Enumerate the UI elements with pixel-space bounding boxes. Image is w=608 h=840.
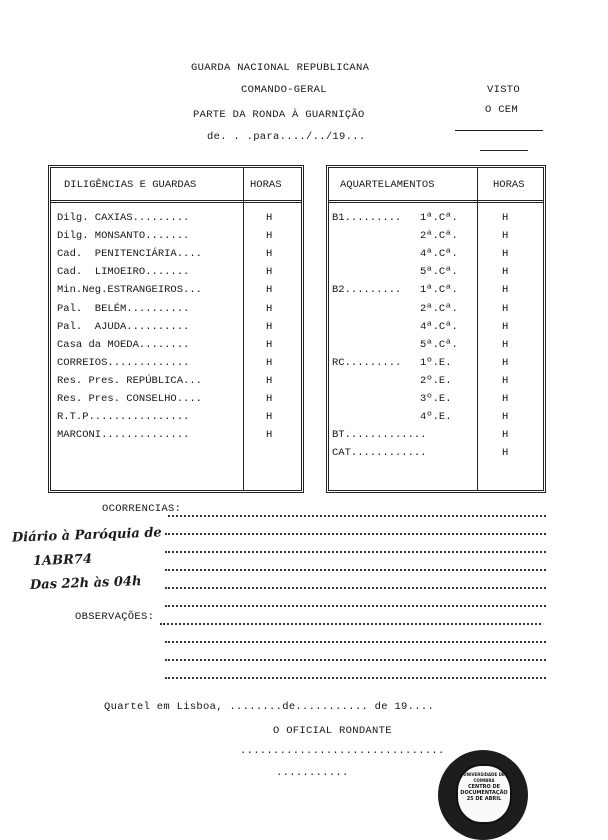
left-row-hora: H — [266, 284, 273, 297]
header-date-line: de. . .para..../../19... — [207, 131, 366, 143]
handwritten-line-1: Diário à Paróquia de — [11, 525, 162, 546]
signature-line-2: ........... — [276, 767, 349, 779]
right-row-sub: 1ª.Cª. — [420, 284, 458, 297]
stamp-line-1: CENTRO DE — [467, 784, 501, 790]
right-row-sub: 1ª.Cª. — [420, 212, 458, 224]
left-row-hora: H — [266, 374, 273, 387]
left-row-hora: H — [266, 320, 273, 333]
left-row-hora: H — [266, 248, 273, 261]
left-row-name: Dilg. CAXIAS......... — [57, 212, 190, 224]
left-col-header-horas: HORAS — [250, 179, 282, 191]
remarks-dotted-line — [165, 677, 546, 679]
remarks-dotted-line — [168, 515, 546, 517]
right-row-sub: 4ª.Cª. — [420, 248, 458, 261]
right-col-header-horas: HORAS — [493, 179, 525, 191]
right-col-header-aquartelamentos: AQUARTELAMENTOS — [340, 179, 435, 191]
left-row-name: Pal. BELÉM.......... — [57, 302, 190, 315]
left-row-hora: H — [266, 266, 273, 279]
left-row-name: Casa da MOEDA........ — [57, 338, 190, 351]
left-row-name: Res. Pres. CONSELHO.... — [57, 393, 202, 405]
remarks-dotted-line — [165, 587, 546, 589]
right-row-hora: H — [502, 320, 509, 333]
header-form-title: PARTE DA RONDA À GUARNIÇÃO — [193, 109, 365, 121]
remarks-dotted-line — [165, 641, 546, 643]
left-row-hora: H — [266, 429, 273, 442]
right-row-hora: H — [502, 230, 509, 243]
left-row-hora: H — [266, 212, 273, 224]
right-row-hora: H — [502, 411, 509, 424]
right-row-hora: H — [502, 356, 509, 369]
left-row-name: CORREIOS............. — [57, 356, 190, 369]
right-row-hora: H — [502, 284, 509, 297]
right-row-sub: 4ª.Cª. — [420, 320, 458, 333]
left-row-hora: H — [266, 302, 273, 315]
left-row-name: Dilg. MONSANTO....... — [57, 230, 190, 243]
right-row-hora: H — [502, 393, 509, 405]
left-row-name: Pal. AJUDA.......... — [57, 320, 190, 333]
right-table-divider — [477, 168, 478, 490]
left-col-header-diligencias: DILIGÊNCIAS E GUARDAS — [64, 179, 197, 191]
right-row-hora: H — [502, 429, 509, 442]
left-row-hora: H — [266, 411, 273, 424]
right-row-hora: H — [502, 447, 509, 460]
header-subtitle: COMANDO-GERAL — [241, 84, 327, 96]
right-row-sub: 4º.E. — [420, 411, 452, 424]
oficial-rondante-label: O OFICIAL RONDANTE — [273, 725, 392, 737]
left-row-name: Cad. LIMOEIRO....... — [57, 266, 190, 279]
right-row-unit: BT............. — [332, 429, 427, 442]
remarks-dotted-line — [160, 623, 541, 625]
right-row-hora: H — [502, 266, 509, 279]
observacoes-label: OBSERVAÇÕES: — [75, 611, 155, 623]
stamp-line-2: DOCUMENTAÇÃO — [460, 790, 508, 796]
signature-line-1: ............................... — [240, 745, 445, 757]
right-row-unit: B2......... — [332, 284, 402, 297]
stamp-ring-text: UNIVERSIDADE DE COIMBRA — [463, 772, 505, 783]
right-row-sub: 3º.E. — [420, 393, 452, 405]
left-row-hora: H — [266, 230, 273, 243]
right-row-sub: 2ª.Cª. — [420, 302, 458, 315]
left-row-hora: H — [266, 356, 273, 369]
handwritten-line-3: Das 22h às 04h — [29, 574, 142, 593]
ocorrencias-label: OCORRENCIAS: — [102, 503, 182, 515]
header-title: GUARDA NACIONAL REPUBLICANA — [191, 62, 370, 74]
right-row-sub: 1º.E. — [420, 356, 452, 369]
left-row-hora: H — [266, 393, 273, 405]
right-row-hora: H — [502, 302, 509, 315]
right-row-sub: 2º.E. — [420, 374, 452, 387]
remarks-dotted-line — [165, 551, 546, 553]
right-row-hora: H — [502, 212, 509, 224]
left-row-name: Res. Pres. REPÚBLICA... — [57, 374, 202, 387]
visto-signature-line — [455, 130, 543, 131]
right-row-unit: B1......... — [332, 212, 402, 224]
right-row-sub: 2ª.Cª. — [420, 230, 458, 243]
left-row-name: Min.Neg.ESTRANGEIROS... — [57, 284, 202, 297]
left-table-header-rule — [51, 200, 301, 203]
visto-label: VISTO — [487, 84, 521, 96]
right-row-sub: 5ª.Cª. — [420, 338, 458, 351]
left-row-hora: H — [266, 338, 273, 351]
remarks-dotted-line — [165, 659, 546, 661]
left-table-divider — [243, 168, 244, 490]
remarks-dotted-line — [165, 533, 546, 535]
cem-label: O CEM — [485, 104, 519, 116]
right-table-header-rule — [329, 200, 543, 203]
right-row-sub: 5ª.Cª. — [420, 266, 458, 279]
left-row-name: Cad. PENITENCIÁRIA.... — [57, 248, 202, 261]
remarks-dotted-line — [165, 605, 546, 607]
stamp-line-3: 25 DE ABRIL — [466, 796, 502, 802]
remarks-dotted-line — [165, 569, 546, 571]
right-row-unit: RC......... — [332, 356, 402, 369]
left-row-name: MARCONI.............. — [57, 429, 190, 442]
archive-stamp-inner — [456, 764, 512, 824]
right-row-hora: H — [502, 374, 509, 387]
quartel-line: Quartel em Lisboa, ........de........... de 19.... — [104, 701, 435, 713]
right-row-hora: H — [502, 248, 509, 261]
visto-signature-line-2 — [480, 150, 528, 151]
archive-stamp — [438, 750, 528, 840]
right-row-hora: H — [502, 338, 509, 351]
handwritten-line-2: 1ABR74 — [32, 551, 93, 570]
right-row-unit: CAT............ — [332, 447, 427, 460]
left-row-name: R.T.P................ — [57, 411, 190, 424]
